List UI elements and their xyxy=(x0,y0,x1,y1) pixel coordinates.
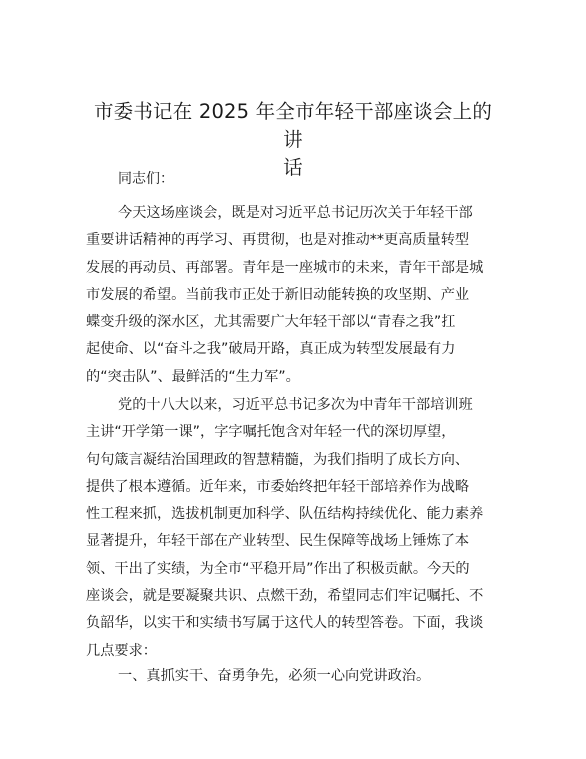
paragraph-line: 今天这场座谈会，既是对习近平总书记历次关于年轻干部 xyxy=(118,205,473,221)
paragraph-line: 领、干出了实绩，为全市“平稳开局”作出了积极贡献。今天的 xyxy=(86,560,470,577)
paragraph-line: 主讲“开学第一课”，字字嘱托饱含对年轻一代的深切厚望， xyxy=(86,424,456,441)
section-heading: 一、真抓实干、奋勇争先，必须一心向党讲政治。 xyxy=(118,668,431,684)
paragraph-background xyxy=(86,392,502,665)
paragraph-line: 市发展的希望。当前我市正处于新旧动能转换的攻坚期、产业 xyxy=(86,286,470,303)
paragraph-line: 负韶华，以实干和实绩书写属于这代人的转型答卷。下面，我谈 xyxy=(86,615,484,632)
paragraph-line: 显著提升，年轻干部在产业转型、民生保障等战场上锤炼了本 xyxy=(86,533,470,550)
paragraph-line: 性工程来抓，选拔机制更加科学、队伍结构持续优化、能力素养 xyxy=(86,506,484,523)
paragraph-line: 党的十八大以来，习近平总书记多次为中青年干部培训班 xyxy=(118,397,473,413)
paragraph-line: 提供了根本遵循。近年来，市委始终把年轻干部培养作为战略 xyxy=(86,478,470,495)
paragraph-line: 座谈会，就是要凝聚共识、点燃干劲，希望同志们牢记嘱托、不 xyxy=(86,588,484,605)
paragraph-line: 重要讲话精神的再学习、再贯彻，也是对推动**更高质量转型 xyxy=(86,232,470,249)
paragraph-line: 句句箴言凝结治国理政的智慧精髓，为我们指明了成长方向、 xyxy=(86,451,470,468)
paragraph-line: 蝶变升级的深水区，尤其需要广大年轻干部以“青春之我”扛 xyxy=(86,314,456,331)
paragraph-line: 起使命、以“奋斗之我”破局开路，真正成为转型发展最有力 xyxy=(86,341,456,358)
title-line: 市委书记在 2025 年全市年轻干部座谈会上的讲 xyxy=(93,100,493,151)
salutation: 同志们： xyxy=(118,171,174,187)
paragraph-intro xyxy=(86,200,502,391)
paragraph-line: 发展的再动员、再部署。青年是一座城市的未来，青年干部是城 xyxy=(86,259,484,276)
paragraph-line: 几点要求： xyxy=(86,642,157,659)
title-line: 话 xyxy=(283,156,303,179)
paragraph-line: 的“突击队”、最鲜活的“生力军”。 xyxy=(86,368,300,385)
